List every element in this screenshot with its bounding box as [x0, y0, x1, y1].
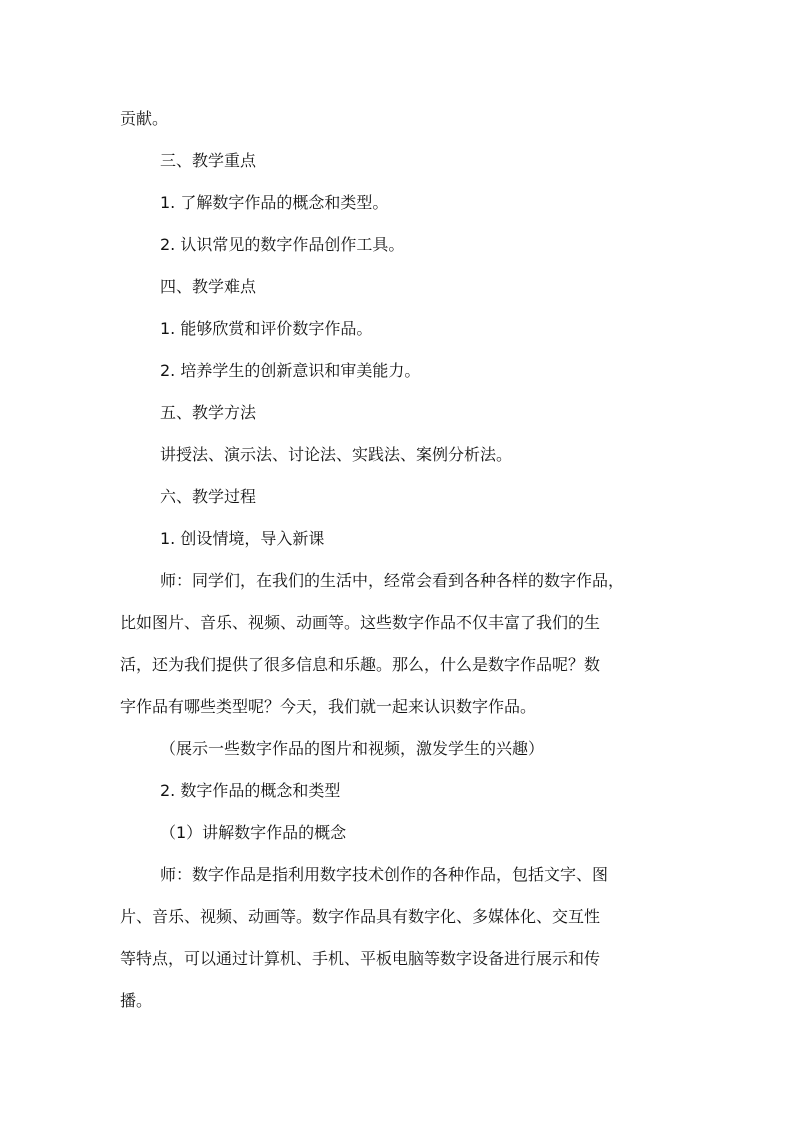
paragraph-line: 片、音乐、视频、动画等。数字作品具有数字化、多媒体化、交互性 — [120, 907, 601, 926]
key-point-2: 2. 认识常见的数字作品创作工具。 — [160, 235, 405, 254]
section-heading-methods: 五、教学方法 — [160, 403, 257, 422]
difficulty-2: 2. 培养学生的创新意识和审美能力。 — [160, 361, 421, 380]
paragraph-line: 等特点，可以通过计算机、手机、平板电脑等数字设备进行展示和传 — [120, 949, 601, 968]
section-heading-key-points: 三、教学重点 — [160, 151, 257, 170]
paragraph-concept — [120, 854, 680, 1022]
methods-text: 讲授法、演示法、讨论法、实践法、案例分析法。 — [160, 445, 513, 464]
paragraph-line: 播。 — [120, 991, 153, 1010]
section-heading-difficulties: 四、教学难点 — [160, 277, 257, 296]
paragraph-line: 师：数字作品是指利用数字技术创作的各种作品，包括文字、图 — [160, 865, 609, 884]
paragraph-line: 师：同学们，在我们的生活中，经常会看到各种各样的数字作品， — [160, 571, 625, 590]
paragraph-line: 字作品有哪些类型呢？今天，我们就一起来认识数字作品。 — [120, 697, 537, 716]
paragraph-line: 比如图片、音乐、视频、动画等。这些数字作品不仅丰富了我们的生 — [120, 613, 601, 632]
section-heading-process: 六、教学过程 — [160, 487, 257, 506]
text-line-continuation: 贡献。 — [120, 109, 169, 128]
sub-step-1: （1）讲解数字作品的概念 — [160, 823, 347, 842]
process-step-1: 1. 创设情境，导入新课 — [160, 529, 325, 548]
key-point-1: 1. 了解数字作品的概念和类型。 — [160, 193, 389, 212]
paragraph-line: 活，还为我们提供了很多信息和乐趣。那么，什么是数字作品呢？数 — [120, 655, 601, 674]
process-step-2: 2. 数字作品的概念和类型 — [160, 781, 341, 800]
stage-direction: （展示一些数字作品的图片和视频，激发学生的兴趣） — [160, 739, 545, 758]
difficulty-1: 1. 能够欣赏和评价数字作品。 — [160, 319, 373, 338]
paragraph-teacher-intro — [120, 560, 680, 728]
document-body — [120, 98, 680, 1022]
